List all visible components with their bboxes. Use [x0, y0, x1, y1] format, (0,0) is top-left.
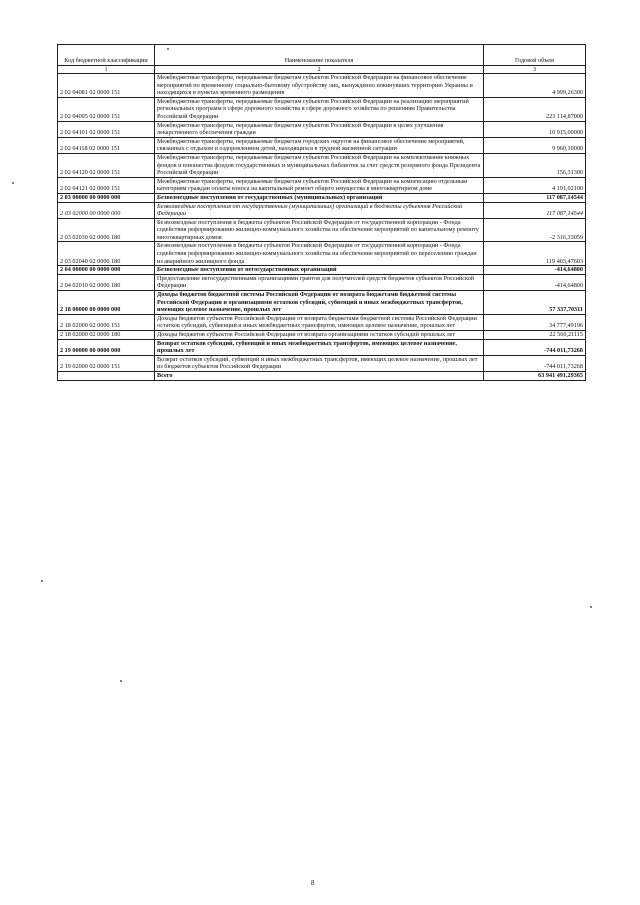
scan-speck	[12, 182, 14, 184]
cell-name: Межбюджетные трансферты, передаваемые бюджетам городских округов на финансовое обеспечение мероприятий, связанных с отдыхом и оздоровлением детей, находящихся в трудной жизненной ситуации	[155, 137, 484, 153]
cell-code: 2 02 04101 02 0000 151	[58, 121, 155, 137]
cell-code: 2 03 02000 00 0000 000	[58, 202, 155, 218]
cell-amount: 9 960,10000	[484, 137, 586, 153]
table-row	[58, 177, 586, 193]
cell-name: Межбюджетные трансферты, передаваемые бюджетам субъектов Российской Федерации на компенсацию отдельным категориям граждан оплаты взноса на капитальный ремонт общего имущества в многоквартирном доме	[155, 177, 484, 193]
cell-amount: -744 011,73268	[484, 355, 586, 371]
cell-name: Безвозмездные поступления от негосударственных организаций	[155, 266, 484, 275]
table-header-row	[58, 45, 586, 66]
cell-amount: 34 777,49196	[484, 314, 586, 330]
header-name: Наименование показателя	[155, 45, 484, 66]
table-row	[58, 121, 586, 137]
cell-code: 2 04 02010 02 0000 180	[58, 274, 155, 290]
cell-code: 2 02 04118 02 0000 151	[58, 137, 155, 153]
cell-name: Межбюджетные трансферты, передаваемые бюджетам субъектов Российской Федерации на комплектование книжных фондов и юношества фондов государственных и муниципальных библиотек за счет средств резервного фонда Президента Российской Федерации	[155, 153, 484, 177]
cell-amount: -744 011,73268	[484, 339, 586, 355]
cell-code: 2 18 02000 02 0000 151	[58, 314, 155, 330]
cell-name: Всего	[155, 371, 484, 380]
table-row	[58, 202, 586, 218]
header-amount: Годовой объем	[484, 45, 586, 66]
cell-code: 2 02 04121 02 0000 151	[58, 177, 155, 193]
cell-name: Безвозмездные поступления в бюджеты субъектов Российской Федерации от государственной корпорации - Фонда содействия реформированию жилищно-коммунального хозяйства на обеспечение мероприятий по капитальному ремонту многоквартирных домов	[155, 218, 484, 242]
cell-name: Межбюджетные трансферты, передаваемые бюджетам субъектов Российской Федерации в целях улучшения лекарственного обеспечения граждан	[155, 121, 484, 137]
header-code: Код бюджетной классификации	[58, 45, 155, 66]
cell-amount: 223 114,87000	[484, 97, 586, 121]
table-row	[58, 74, 586, 98]
cell-amount: 22 560,21115	[484, 331, 586, 340]
table-row	[58, 331, 586, 340]
cell-amount: 117 087,14544	[484, 202, 586, 218]
scan-speck	[590, 606, 592, 608]
cell-name: Предоставление негосударственными организациями грантов для получателей средств бюджетов субъектов Российской Федерации	[155, 274, 484, 290]
scan-speck	[41, 580, 43, 582]
cell-amount: 63 941 491,29365	[484, 371, 586, 380]
cell-amount: 117 087,14544	[484, 193, 586, 202]
table-row	[58, 291, 586, 315]
cell-code: 2 02 04081 02 0000 151	[58, 74, 155, 98]
cell-amount: 156,31300	[484, 153, 586, 177]
cell-code	[58, 371, 155, 380]
cell-name: Возврат остатков субсидий, субвенций и иных межбюджетных трансфертов, имеющих целевое назначение, прошлых лет из бюджетов субъектов Российской Федерации	[155, 355, 484, 371]
cell-name: Безвозмездные поступления от государственных (муниципальных) организаций	[155, 193, 484, 202]
table-row	[58, 153, 586, 177]
cell-code: 2 19 00000 00 0000 000	[58, 339, 155, 355]
scan-speck	[120, 680, 122, 682]
cell-name: Межбюджетные трансферты, передаваемые бюджетам субъектов Российской Федерации на реализацию мероприятий региональных программ в сфере дорожного хозяйства в сфере дорожного хозяйства по решениям Правительства Российской Федерации	[155, 97, 484, 121]
cell-code: 2 18 00000 00 0000 000	[58, 291, 155, 315]
cell-code: 2 02 04095 02 0000 151	[58, 97, 155, 121]
cell-name: Доходы бюджетов субъектов Российской Федерации от возврата организациями остатков субсидий прошлых лет	[155, 331, 484, 340]
column-number: 1	[58, 66, 155, 74]
cell-name: Безвозмездные поступления в бюджеты субъектов Российской Федерации от государственной корпорации - Фонда содействия реформированию жилищно-коммунального хозяйства на обеспечение мероприятий по переселению граждан из аварийного жилищного фонда	[155, 242, 484, 266]
budget-table	[57, 44, 586, 381]
cell-amount: 4 191,02100	[484, 177, 586, 193]
cell-name: Межбюджетные трансферты, передаваемые бюджетам субъектов Российской Федерации на финансовое обеспечение мероприятий по временному социально-бытовому обустройству лиц, вынужденно покинувших территорию Украины и находящихся в пунктах временного размещения	[155, 74, 484, 98]
column-number: 2	[155, 66, 484, 74]
table-row	[58, 266, 586, 275]
column-number-row	[58, 66, 586, 74]
cell-amount: 4 999,26300	[484, 74, 586, 98]
table-row	[58, 193, 586, 202]
column-number: 3	[484, 66, 586, 74]
cell-amount: 119 403,47603	[484, 242, 586, 266]
table-row	[58, 242, 586, 266]
cell-code: 2 03 02040 02 0000 180	[58, 242, 155, 266]
cell-amount: 57 337,70311	[484, 291, 586, 315]
table-row	[58, 274, 586, 290]
cell-code: 2 19 02000 02 0000 151	[58, 355, 155, 371]
cell-code: 2 03 00000 00 0000 000	[58, 193, 155, 202]
cell-amount: 10 915,00000	[484, 121, 586, 137]
table-row	[58, 339, 586, 355]
cell-amount: -414,64800	[484, 266, 586, 275]
table-row	[58, 137, 586, 153]
page-number: 8	[311, 879, 315, 887]
scan-speck	[167, 48, 169, 50]
cell-code: 2 03 02030 02 0000 180	[58, 218, 155, 242]
cell-code: 2 18 02000 02 0000 180	[58, 331, 155, 340]
cell-amount: -414,64800	[484, 274, 586, 290]
table-row	[58, 218, 586, 242]
table-row	[58, 355, 586, 371]
table-row	[58, 314, 586, 330]
cell-name: Безвозмездные поступления от государственных (муниципальных) организаций в бюджеты субъектов Российской Федерации	[155, 202, 484, 218]
cell-code: 2 02 04120 02 0000 151	[58, 153, 155, 177]
cell-amount: -2 316,33059	[484, 218, 586, 242]
cell-code: 2 04 00000 00 0000 000	[58, 266, 155, 275]
cell-name: Доходы бюджетов субъектов Российской Федерации от возврата бюджетами бюджетной системы Российской Федерации остатков субсидий, субвенций и иных межбюджетных трансфертов, имеющих целевое назначение, прошлых лет	[155, 314, 484, 330]
cell-name: Возврат остатков субсидий, субвенций и иных межбюджетных трансфертов, имеющих целевое назначение, прошлых лет	[155, 339, 484, 355]
table-row	[58, 97, 586, 121]
cell-name: Доходы бюджетов бюджетной системы Российской Федерации от возврата бюджетами бюджетной системы Российской Федерации и организациями остатков субсидий, субвенций и иных межбюджетных трансфертов, имеющих целевое назначение, прошлых лет	[155, 291, 484, 315]
table-row	[58, 371, 586, 380]
